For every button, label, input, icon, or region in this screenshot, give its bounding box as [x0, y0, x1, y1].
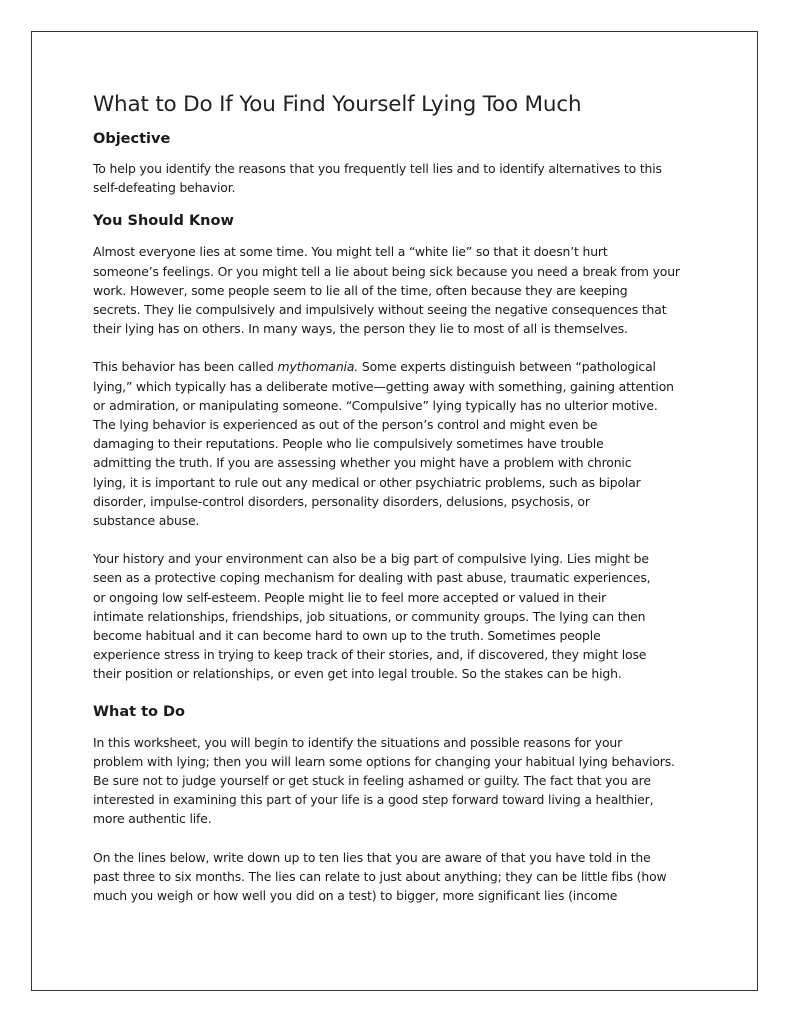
- text-line: damaging to their reputations. People who lie compulsively sometimes have trouble: [93, 436, 604, 452]
- text-line: admitting the truth. If you are assessing whether you might have a problem with chronic: [93, 455, 632, 471]
- text-line: self-defeating behavior.: [93, 180, 236, 196]
- should-know-paragraph-2: [93, 357, 705, 530]
- text-line: The lying behavior is experienced as out of the person’s control and might even be: [93, 417, 598, 433]
- text-line: problem with lying; then you will learn some options for changing your habitual lying behaviors.: [93, 753, 675, 769]
- document-body: [93, 92, 705, 924]
- you-should-know-heading: You Should Know: [93, 213, 234, 230]
- text-line: their lying has on others. In many ways, the person they lie to most of all is themselves.: [93, 321, 628, 337]
- text-line: seen as a protective coping mechanism for dealing with past abuse, traumatic experiences,: [93, 570, 651, 586]
- text-line: On the lines below, write down up to ten lies that you are aware of that you have told in the: [93, 849, 651, 865]
- text-line: someone’s feelings. Or you might tell a lie about being sick because you need a break from your: [93, 263, 680, 279]
- what-to-do-paragraph-2: [93, 848, 705, 906]
- text-line: work. However, some people seem to lie all of the time, often because they are keeping: [93, 282, 628, 298]
- text-line: past three to six months. The lies can relate to just about anything; they can be little fibs (how: [93, 868, 667, 884]
- text-line: disorder, impulse-control disorders, personality disorders, delusions, psychosis, or: [93, 493, 590, 509]
- should-know-paragraph-1: [93, 242, 705, 338]
- text-line: Be sure not to judge yourself or get stuck in feeling ashamed or guilty. The fact that you are: [93, 773, 651, 789]
- objective-heading: Objective: [93, 131, 171, 147]
- text-line: or ongoing low self-esteem. People might lie to feel more accepted or valued in their: [93, 589, 607, 605]
- text-line: secrets. They lie compulsively and impulsively without seeing the negative consequences that: [93, 302, 667, 318]
- text-line: lying, it is important to rule out any medical or other psychiatric problems, such as bipolar: [93, 474, 641, 490]
- text-span: Some experts distinguish between “pathological: [358, 359, 656, 375]
- text-line: lying,” which typically has a deliberate motive—getting away with something, gaining attention: [93, 378, 674, 394]
- text-span: This behavior has been called: [93, 359, 278, 375]
- text-line: intimate relationships, friendships, job situations, or community groups. The lying can then: [93, 608, 646, 624]
- should-know-paragraph-3: [93, 549, 705, 683]
- document-title: What to Do If You Find Yourself Lying Too Much: [93, 92, 582, 117]
- text-line: substance abuse.: [93, 513, 200, 529]
- text-line: To help you identify the reasons that you frequently tell lies and to identify alternatives to this: [93, 161, 662, 176]
- text-line: Your history and your environment can also be a big part of compulsive lying. Lies might be: [93, 551, 649, 567]
- text-line: much you weigh or how well you did on a test) to bigger, more significant lies (income: [93, 888, 618, 904]
- what-to-do-paragraph-1: [93, 733, 705, 829]
- text-line: more authentic life.: [93, 811, 212, 827]
- text-line: interested in examining this part of your life is a good step forward toward living a healthier,: [93, 792, 654, 808]
- text-line: [93, 357, 705, 376]
- what-to-do-heading: What to Do: [93, 703, 186, 720]
- mythomania-term: mythomania.: [277, 359, 359, 375]
- text-line: or admiration, or manipulating someone. “Compulsive” lying typically has no ulterior motive.: [93, 397, 658, 413]
- text-line: Almost everyone lies at some time. You might tell a “white lie” so that it doesn’t hurt: [93, 244, 608, 260]
- text-line: experience stress in trying to keep track of their stories, and, if discovered, they might lose: [93, 647, 647, 663]
- objective-paragraph: [93, 159, 705, 197]
- text-line: become habitual and it can become hard to own up to the truth. Sometimes people: [93, 628, 601, 644]
- text-line: their position or relationships, or even get into legal trouble. So the stakes can be high.: [93, 666, 622, 682]
- text-line: In this worksheet, you will begin to identify the situations and possible reasons for your: [93, 734, 623, 750]
